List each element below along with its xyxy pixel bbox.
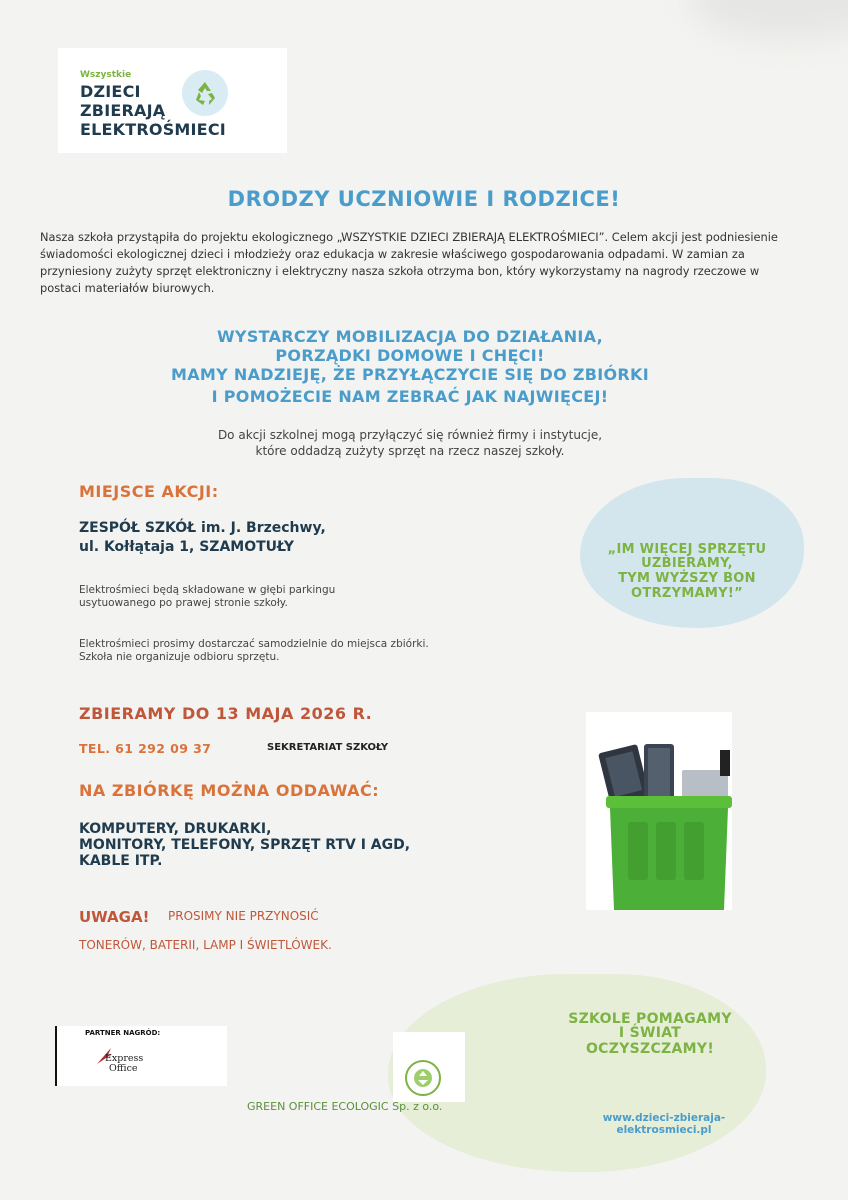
school-name: ZESPÓŁ SZKÓŁ im. J. Brzechwy, bbox=[79, 520, 326, 536]
delivery-note-line-1: Elektrośmieci prosimy dostarczać samodzielnie do miejsca zbiórki. bbox=[79, 638, 429, 650]
phone-number: TEL. 61 292 09 37 bbox=[79, 741, 212, 756]
help-slogan-line-1: SZKOLE POMAGAMY bbox=[568, 1011, 732, 1027]
slogan-line-3: MAMY NADZIEJĘ, ŻE PRZYŁĄCZYCIE SIĘ DO ZBIÓRKI bbox=[171, 365, 649, 384]
quote-line-2: UZBIERAMY, bbox=[641, 556, 733, 571]
accepted-line-2: MONITORY, TELEFONY, SPRZĘT RTV I AGD, bbox=[79, 837, 411, 853]
website-link-line-2[interactable]: elektrosmieci.pl bbox=[616, 1124, 712, 1136]
deadline: ZBIERAMY DO 13 MAJA 2026 R. bbox=[79, 704, 373, 723]
school-address: ul. Kołłątaja 1, SZAMOTUŁY bbox=[79, 539, 294, 555]
logo-small-text: Wszystkie bbox=[80, 70, 132, 80]
place-heading: MIEJSCE AKCJI: bbox=[79, 482, 219, 501]
quote-line-4: OTRZYMAMY!” bbox=[631, 586, 743, 601]
recycle-icon bbox=[182, 70, 228, 116]
decorative-corner-shadow bbox=[690, 0, 848, 40]
logo-line-3: ELEKTROŚMIECI bbox=[80, 120, 226, 139]
accepted-heading: NA ZBIÓRKĘ MOŻNA ODDAWAĆ: bbox=[79, 781, 380, 800]
storage-note-line-1: Elektrośmieci będą składowane w głębi parkingu bbox=[79, 584, 336, 596]
logo-line-1: DZIECI bbox=[80, 82, 141, 101]
delivery-note-line-2: Szkoła nie organizuje odbioru sprzętu. bbox=[79, 651, 280, 663]
logo-line-2: ZBIERAJĄ bbox=[80, 101, 166, 120]
slogan-line-2: PORZĄDKI DOMOWE I CHĘCI! bbox=[275, 346, 545, 365]
storage-note-line-2: usytuowanego po prawej stronie szkoły. bbox=[79, 597, 288, 609]
companies-note-line-2: które oddadzą zużyty sprzęt na rzecz naszej szkoły. bbox=[255, 444, 565, 458]
slogan-line-4: I POMOŻECIE NAM ZEBRAĆ JAK NAJWIĘCEJ! bbox=[211, 387, 609, 406]
partner-brand-line-1: Express bbox=[105, 1053, 144, 1064]
partner-label: PARTNER NAGRÓD: bbox=[85, 1029, 161, 1037]
website-link-line-1[interactable]: www.dzieci-zbieraja- bbox=[602, 1112, 726, 1124]
campaign-logo bbox=[58, 48, 287, 153]
help-slogan-line-3: OCZYSZCZAMY! bbox=[585, 1041, 714, 1057]
slogan-line-1: WYSTARCZY MOBILIZACJA DO DZIAŁANIA, bbox=[216, 327, 603, 346]
warning-text-2: TONERÓW, BATERII, LAMP I ŚWIETLÓWEK. bbox=[79, 938, 332, 952]
accepted-line-3: KABLE ITP. bbox=[79, 853, 163, 869]
warning-label: UWAGA! bbox=[79, 908, 150, 926]
companies-note-line-1: Do akcji szkolnej mogą przyłączyć się również firmy i instytucje, bbox=[217, 428, 603, 442]
quote-line-1: „IM WIĘCEJ SPRZĘTU bbox=[607, 542, 767, 557]
quote-line-3: TYM WYŻSZY BON bbox=[618, 571, 756, 586]
partner-brand-line-2: Office bbox=[109, 1063, 138, 1074]
recycling-bin-image bbox=[586, 712, 732, 910]
office-label: SEKRETARIAT SZKOŁY bbox=[267, 742, 389, 753]
help-slogan-line-2: I ŚWIAT bbox=[618, 1025, 682, 1041]
organizer-name: GREEN OFFICE ECOLOGIC Sp. z o.o. bbox=[247, 1100, 443, 1113]
partner-logo bbox=[55, 1026, 227, 1086]
accepted-line-1: KOMPUTERY, DRUKARKI, bbox=[79, 821, 272, 837]
green-office-logo bbox=[393, 1032, 465, 1102]
partner-brand bbox=[105, 1054, 143, 1074]
page-title: DRODZY UCZNIOWIE I RODZICE! bbox=[227, 187, 621, 211]
intro-paragraph: Nasza szkoła przystąpiła do projektu ekologicznego „WSZYSTKIE DZIECI ZBIERAJĄ ELEKTROŚMIECI”. Celem akcji jest podniesienie świadomości ekologicznej dzieci i młodzieży oraz edukacja w zakresie właściwego gospodarowania odpadami. W zamian za przyniesiony zużyty sprzęt elektroniczny i elektryczny nasza szkoła otrzyma bon, który wykorzystamy na nagrody rzeczowe w postaci materiałów biurowych. bbox=[40, 230, 778, 295]
warning-text-1: PROSIMY NIE PRZYNOSIĆ bbox=[168, 909, 319, 923]
